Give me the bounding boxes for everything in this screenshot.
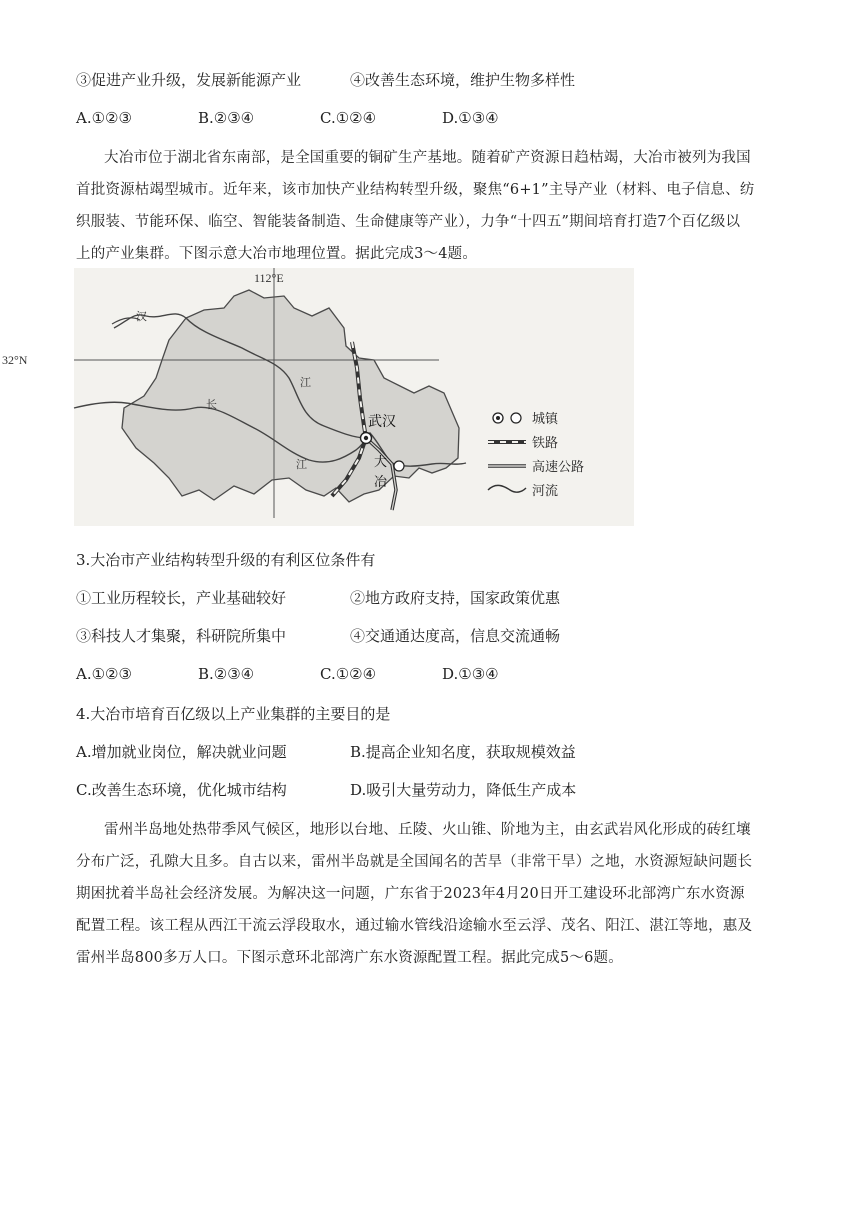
passage-line: 首批资源枯竭型城市。近年来，该市加快产业结构转型升级，聚焦“6+1”主导产业（材料、电子信息、纺 [76, 182, 755, 198]
legend-river-label: 河流 [532, 484, 559, 499]
q2-option-4: ④改善生态环境，维护生物多样性 [350, 71, 576, 89]
q3-option-4: ④交通通达度高，信息交流通畅 [350, 627, 561, 645]
passage-line: 雷州半岛800多万人口。下图示意环北部湾广东水资源配置工程。据此完成5～6题。 [76, 950, 623, 966]
legend-railway-label: 铁路 [532, 436, 559, 451]
passage-line: 配置工程。该工程从西江干流云浮段取水，通过输水管线沿途输水至云浮、茂名、阳江、湛江等地，惠及 [76, 918, 753, 934]
q3-choice-c: C.①②④ [320, 665, 377, 683]
passage-line: 雷州半岛地处热带季风气候区，地形以台地、丘陵、火山锥、阶地为主，由玄武岩风化形成的砖红壤 [104, 822, 751, 838]
city-label-daye-1: 大 [374, 455, 388, 470]
city-label-daye-2: 冶 [374, 475, 388, 490]
q2-option-3: ③促进产业升级，发展新能源产业 [76, 71, 302, 89]
city-label-wuhan: 武汉 [368, 414, 396, 430]
q4-choice-c: C.改善生态环境，优化城市结构 [76, 781, 287, 799]
river-label-chang: 长 [206, 398, 217, 411]
legend-town-label: 城镇 [532, 412, 559, 427]
q4-choice-d: D.吸引大量劳动力，降低生产成本 [350, 781, 577, 799]
q4-choice-b: B.提高企业知名度，获取规模效益 [350, 743, 576, 761]
river-label-han-jiang: 江 [300, 376, 311, 389]
lat-label: 32°N [2, 353, 28, 367]
q3-stem: 3.大冶市产业结构转型升级的有利区位条件有 [76, 551, 376, 569]
q3-choice-d: D.①③④ [442, 665, 499, 683]
river-label-jiang: 江 [296, 458, 307, 471]
legend-highway-label: 高速公路 [532, 460, 585, 475]
passage-line: 分布广泛，孔隙大且多。自古以来，雷州半岛就是全国闻名的苦旱（非常干旱）之地，水资源短缺问题长 [76, 854, 753, 870]
q2-choice-a: A.①②③ [76, 109, 132, 127]
q4-choice-a: A.增加就业岗位，解决就业问题 [76, 743, 287, 761]
q3-choice-a: A.①②③ [76, 665, 132, 683]
daye-town-marker [394, 461, 404, 471]
river-label-han: 汉 [136, 310, 147, 323]
q2-choice-c: C.①②④ [320, 109, 377, 127]
q4-stem: 4.大冶市培育百亿级以上产业集群的主要目的是 [76, 705, 391, 723]
lon-label: 112°E [254, 271, 284, 285]
q2-choice-d: D.①③④ [442, 109, 499, 127]
q3-option-3: ③科技人才集聚，科研院所集中 [76, 627, 287, 645]
passage-line: 大冶市位于湖北省东南部，是全国重要的铜矿生产基地。随着矿产资源日趋枯竭，大冶市被列为我国 [104, 150, 751, 166]
legend-town-icon-small [511, 413, 521, 423]
passage-line: 期困扰着半岛社会经济发展。为解决这一问题，广东省于2023年4月20日开工建设环北部湾广东水资源 [76, 886, 745, 902]
q2-choice-b: B.②③④ [198, 109, 255, 127]
passage-line: 织服装、节能环保、临空、智能装备制造、生命健康等产业），力争“十四五”期间培育打造7个百亿级以 [76, 214, 741, 230]
q3-option-2: ②地方政府支持，国家政策优惠 [350, 589, 561, 607]
q3-option-1: ①工业历程较长，产业基础较好 [76, 589, 287, 607]
daye-location-map [2, 268, 634, 526]
q3-choice-b: B.②③④ [198, 665, 255, 683]
passage-line: 上的产业集群。下图示意大冶市地理位置。据此完成3～4题。 [76, 246, 478, 262]
